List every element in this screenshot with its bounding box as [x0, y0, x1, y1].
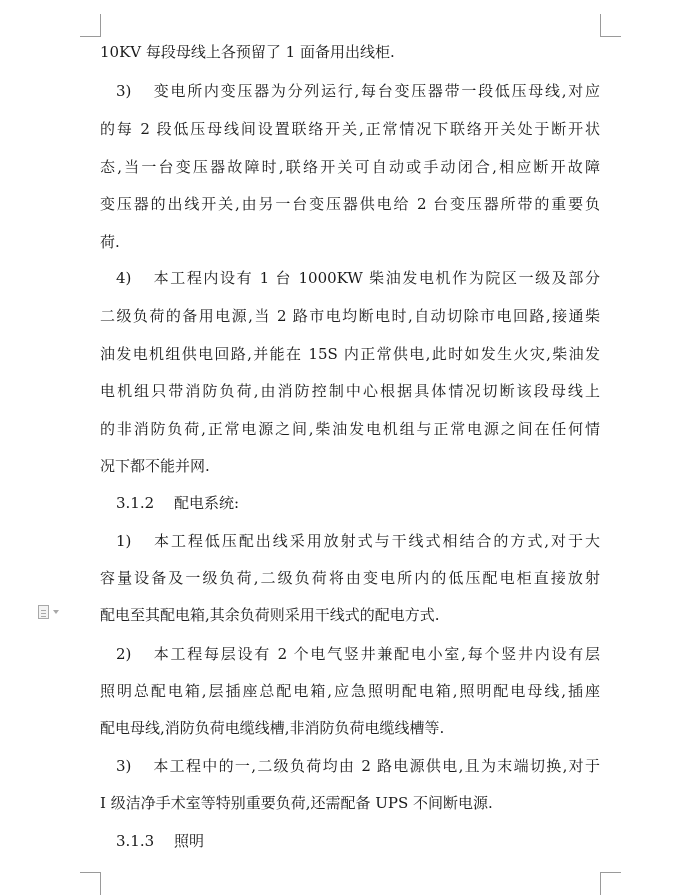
- text-line: 照明总配电箱,层插座总配电箱,应急照明配电箱,照明配电母线,插座: [100, 682, 600, 700]
- paragraph-options-button[interactable]: [38, 605, 59, 619]
- page-corner-top-left: [80, 14, 101, 37]
- list-number: 3): [116, 757, 132, 775]
- list-number: 4): [116, 269, 132, 287]
- text-line: 二级负荷的备用电源,当 2 路市电均断电时,自动切除市电回路,接通柴: [100, 307, 600, 325]
- page-corner-bottom-left: [80, 872, 101, 895]
- list-item-line: 1) 本工程低压配出线采用放射式与干线式相结合的方式,对于大: [116, 532, 600, 550]
- list-item-line: 4) 本工程内设有 1 台 1000KW 柴油发电机作为院区一级及部分: [116, 269, 600, 287]
- text-line: 荷.: [100, 233, 120, 251]
- text-line: 10KV 每段母线上各预留了 1 面备用出线柜.: [100, 43, 395, 61]
- text-line: 油发电机组供电回路,并能在 15S 内正常供电,此时如发生火灾,柴油发: [100, 345, 600, 363]
- text-line: 容量设备及一级负荷,二级负荷将由变电所内的低压配电柜直接放射: [100, 569, 600, 587]
- text-line: 电机组只带消防负荷,由消防控制中心根据具体情况切断该段母线上: [100, 382, 600, 400]
- chevron-down-icon: [53, 610, 59, 614]
- section-heading: 3.1.2 配电系统:: [116, 494, 240, 512]
- list-item-line: 3) 变电所内变压器为分列运行,每台变压器带一段低压母线,对应: [116, 82, 600, 100]
- section-number: 3.1.2: [116, 494, 155, 512]
- list-number: 2): [116, 645, 132, 663]
- text-line: I 级洁净手术室等特别重要负荷,还需配备 UPS 不间断电源.: [100, 794, 493, 812]
- text-line: 态,当一台变压器故障时,联络开关可自动或手动闭合,相应断开故障: [100, 158, 600, 176]
- section-heading: 3.1.3 照明: [116, 832, 205, 850]
- document-icon: [38, 605, 49, 619]
- list-number: 3): [116, 82, 132, 100]
- text-line: 变压器的出线开关,由另一台变压器供电给 2 台变压器所带的重要负: [100, 195, 600, 213]
- text-line: 况下都不能并网.: [100, 457, 210, 475]
- list-number: 1): [116, 532, 132, 550]
- page-corner-top-right: [600, 14, 621, 37]
- text-line: 配电母线,消防负荷电缆线槽,非消防负荷电缆线槽等.: [100, 719, 445, 737]
- list-item-line: 3) 本工程中的一,二级负荷均由 2 路电源供电,且为末端切换,对于: [116, 757, 600, 775]
- page-corner-bottom-right: [600, 872, 621, 895]
- list-item-line: 2) 本工程每层设有 2 个电气竖井兼配电小室,每个竖井内设有层: [116, 645, 600, 663]
- section-number: 3.1.3: [116, 832, 155, 850]
- text-line: 的非消防负荷,正常电源之间,柴油发电机组与正常电源之间在任何情: [100, 420, 600, 438]
- text-line: 配电至其配电箱,其余负荷则采用干线式的配电方式.: [100, 606, 440, 624]
- text-line: 的每 2 段低压母线间设置联络开关,正常情况下联络开关处于断开状: [100, 120, 600, 138]
